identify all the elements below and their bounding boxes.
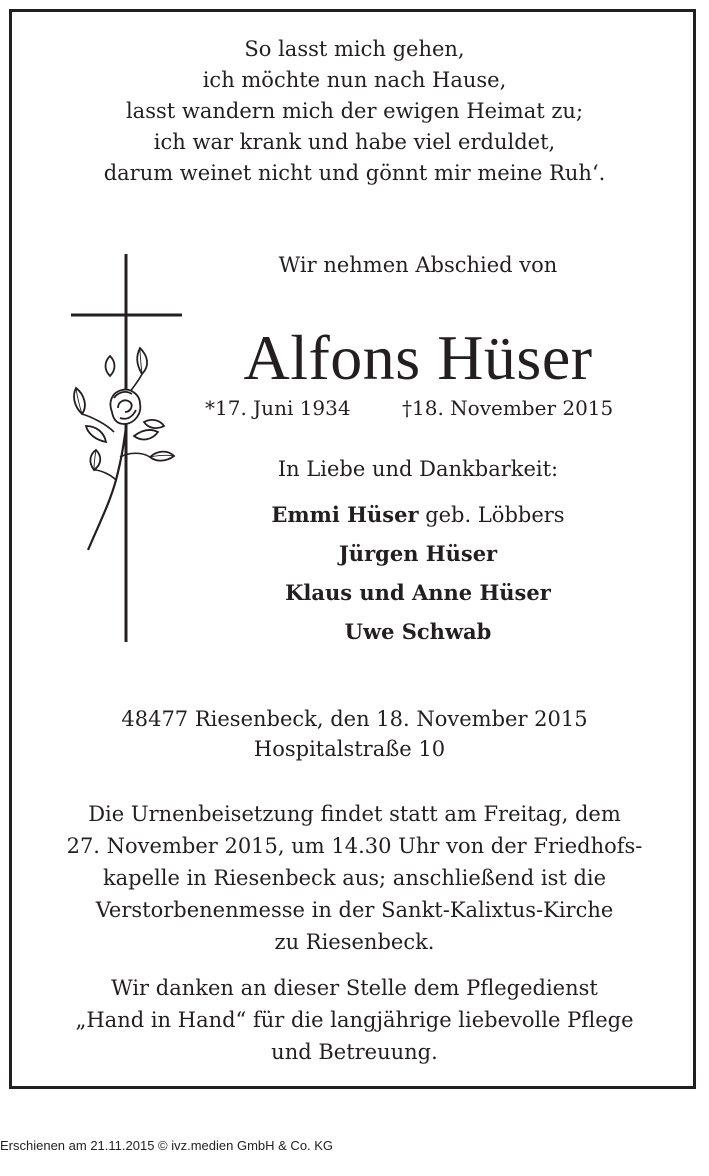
address-block [0, 704, 709, 764]
mourner-suffix: geb. Löbbers [418, 503, 565, 527]
mourner-name: Jürgen Hüser [338, 541, 498, 566]
mourner-name: Emmi Hüser [271, 502, 419, 527]
notice-line: Verstorbenenmesse in der Sankt-Kalixtus-Kirche [95, 898, 614, 922]
notice-line: zu Riesenbeck. [274, 930, 435, 954]
mourner-row [128, 500, 708, 539]
gratitude-line: In Liebe und Dankbarkeit: [277, 457, 559, 481]
farewell-intro: Wir nehmen Abschied von [278, 253, 558, 277]
funeral-notice [0, 798, 709, 958]
deceased-name: Alfons Hüser [243, 322, 593, 393]
mourner-row [128, 539, 708, 578]
notice-line: 27. November 2015, um 14.30 Uhr von der Friedhofs- [66, 834, 643, 858]
poem-line: ich war krank und habe viel erduldet, [153, 130, 556, 154]
poem-line: darum weinet nicht und gönnt mir meine Ruh‘. [103, 161, 606, 185]
notice-line: Wir danken an dieser Stelle dem Pflegedienst [111, 976, 598, 1000]
notice-line: Die Urnenbeisetzung findet statt am Freitag, dem [88, 802, 621, 826]
poem-line: ich möchte nun nach Hause, [202, 68, 507, 92]
poem-line: lasst wandern mich der ewigen Heimat zu; [125, 99, 584, 123]
poem-line: So lasst mich gehen, [244, 37, 465, 61]
street-address: Hospitalstraße 10 [253, 737, 446, 761]
notice-line: und Betreuung. [271, 1040, 438, 1064]
poem [0, 34, 709, 189]
mourner-name: Klaus und Anne Hüser [285, 580, 551, 605]
notice-line: kapelle in Riesenbeck aus; anschließend ist die [102, 866, 607, 890]
mourners-list [128, 500, 708, 656]
death-date: †18. November 2015 [402, 396, 614, 420]
publication-footer: Erschienen am 21.11.2015 © ivz.medien GmbH & Co. KG [0, 1138, 334, 1153]
gratitude-notice [0, 972, 709, 1068]
mourner-name: Uwe Schwab [344, 619, 492, 644]
life-dates [200, 393, 640, 423]
mourner-row [128, 578, 708, 617]
notice-line: „Hand in Hand“ für die langjährige liebevolle Pflege [75, 1008, 634, 1032]
mourner-row [128, 617, 708, 656]
birth-date: *17. Juni 1934 [205, 396, 351, 420]
place-and-date: 48477 Riesenbeck, den 18. November 2015 [121, 707, 588, 731]
